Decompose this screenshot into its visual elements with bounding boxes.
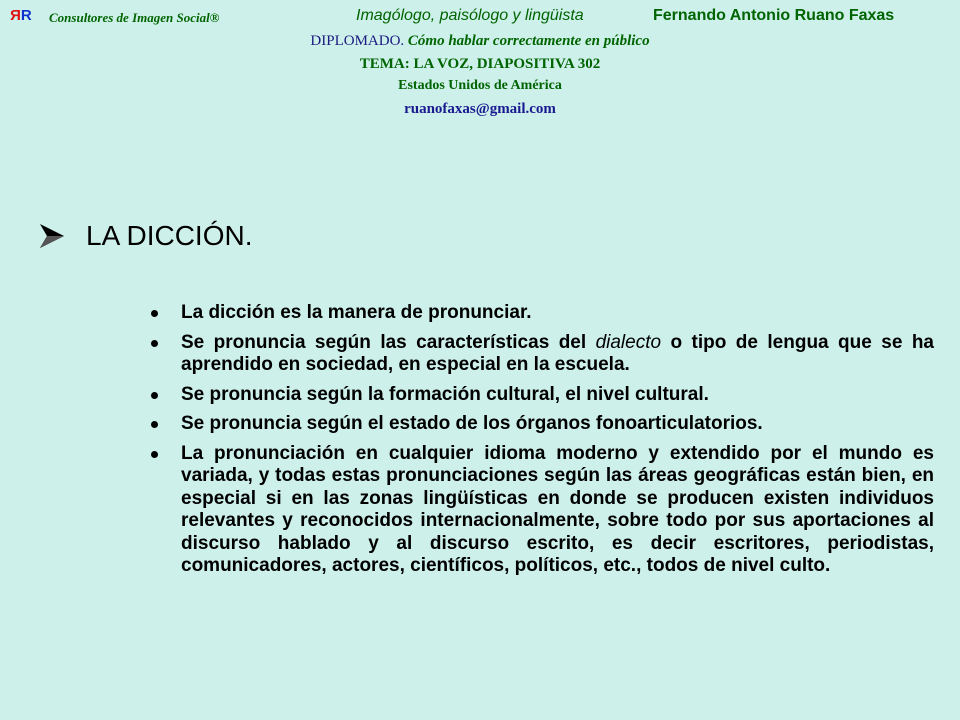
logo [10, 7, 32, 24]
section-title-text: LA DICCIÓN. [86, 220, 253, 251]
list-item [148, 332, 934, 377]
list-item-text-before: Se pronuncia según las características del [181, 331, 596, 353]
logo-letter-blue: R [20, 7, 32, 24]
list-item-emphasis: dialecto [595, 331, 662, 353]
bullet-dot-icon [151, 310, 158, 317]
logo-letter-red: R [10, 7, 21, 24]
author-name: Fernando Antonio Ruano Faxas [653, 7, 895, 24]
email-line: ruanofaxas@gmail.com [404, 101, 556, 117]
header-line [10, 6, 945, 28]
list-item-text: Se pronuncia según la formación cultural, el nivel cultural. [181, 383, 709, 405]
diploma-label: DIPLOMADO. [310, 33, 405, 49]
topic-line: TEMA: LA VOZ, DIAPOSITIVA 302 [359, 56, 601, 72]
country-line: Estados Unidos de América [398, 78, 562, 93]
company-name: Consultores de Imagen Social® [49, 10, 220, 25]
list-item-text: La pronunciación en cualquier idioma moderno y extendido por el mundo es variada, y todas estas pronunciaciones según las áreas geográficas están bien, en especial si en las zonas lingüísticas en donde se producen existen individuos relevantes y reconocidos internacionalmente, sobre todo por sus aportaciones al discurso hablado y al discurso escrito, es decir escritores, periodistas, comunicadores, actores, científicos, políticos, etc., todos de nivel culto. [181, 442, 934, 576]
list-item-text: Se pronuncia según el estado de los órganos fonoarticulatorios. [181, 413, 763, 434]
diploma-line [0, 33, 960, 50]
list-item [148, 384, 934, 407]
list-item-text: La dicción es la manera de pronunciar. [181, 302, 532, 323]
bullet-dot-icon [151, 421, 158, 428]
list-item [148, 302, 934, 325]
arrow-right-icon [38, 222, 66, 250]
bullet-dot-icon [151, 340, 158, 347]
bullet-list [148, 302, 934, 585]
list-item-text-after: o tipo de lengua que se ha aprendido en sociedad, en especial en la escuela. [181, 331, 934, 375]
bullet-dot-icon [151, 451, 158, 458]
bullet-dot-icon [151, 392, 158, 399]
section-title [38, 220, 252, 252]
diploma-title: Cómo hablar correctamente en público [407, 33, 650, 49]
list-item [148, 443, 934, 578]
tagline: Imagólogo, paisólogo y lingüista [356, 7, 584, 24]
list-item [148, 413, 934, 436]
